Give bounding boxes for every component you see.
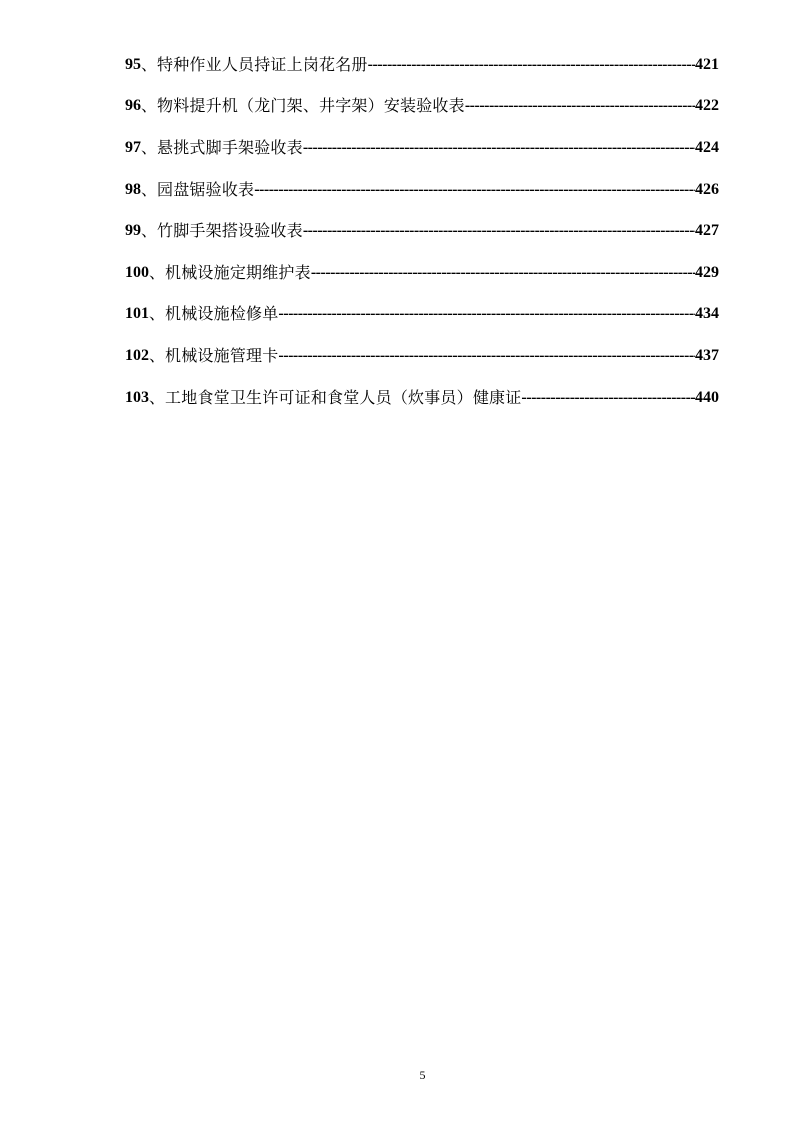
toc-entry-title: 工地食堂卫生许可证和食堂人员（炊事员）健康证: [165, 387, 522, 407]
toc-entry-number: 98: [125, 180, 141, 198]
toc-entry[interactable]: [0, 252, 793, 294]
toc-entry-number: 96: [125, 97, 141, 115]
toc-entry-title: 悬挑式脚手架验收表: [157, 137, 303, 157]
toc-entry-title: 园盘锯验收表: [157, 179, 255, 199]
toc-dot-leader: [521, 388, 695, 408]
table-of-contents: [0, 44, 793, 418]
toc-entry[interactable]: [0, 86, 793, 128]
toc-entry-page: 422: [695, 97, 719, 115]
toc-entry-separator: 、: [141, 179, 158, 199]
toc-dot-leader: [303, 138, 695, 158]
toc-entry-separator: 、: [141, 54, 158, 74]
toc-dot-leader: [278, 346, 695, 366]
toc-entry-title: 竹脚手架搭设验收表: [157, 221, 303, 241]
toc-entry-page: 440: [695, 388, 719, 406]
toc-entry-separator: 、: [141, 96, 158, 116]
toc-entry-number: 97: [125, 138, 141, 156]
toc-entry-page: 421: [695, 55, 719, 73]
toc-entry[interactable]: [0, 169, 793, 211]
toc-entry[interactable]: [0, 210, 793, 252]
toc-dot-leader: [254, 180, 695, 200]
toc-entry-separator: 、: [149, 262, 166, 282]
toc-entry-separator: 、: [149, 304, 166, 324]
toc-entry-title: 机械设施检修单: [165, 304, 279, 324]
toc-entry[interactable]: [0, 335, 793, 377]
toc-dot-leader: [311, 263, 695, 283]
toc-dot-leader: [303, 221, 695, 241]
toc-entry-title: 机械设施管理卡: [165, 345, 279, 365]
toc-entry-page: 424: [695, 138, 719, 156]
toc-entry[interactable]: [0, 294, 793, 336]
toc-entry-title: 机械设施定期维护表: [165, 262, 311, 282]
toc-entry-number: 100: [125, 263, 149, 281]
toc-entry-page: 426: [695, 180, 719, 198]
toc-entry-number: 101: [125, 305, 149, 323]
toc-entry[interactable]: [0, 377, 793, 419]
toc-entry-page: 427: [695, 222, 719, 240]
toc-entry-title: 物料提升机（龙门架、井字架）安装验收表: [157, 96, 465, 116]
toc-entry-separator: 、: [149, 387, 166, 407]
toc-entry-separator: 、: [141, 221, 158, 241]
toc-entry-number: 103: [125, 388, 149, 406]
page-number: 5: [419, 1068, 426, 1082]
toc-entry-page: 437: [695, 346, 719, 364]
toc-dot-leader: [368, 55, 695, 75]
toc-entry-number: 102: [125, 346, 149, 364]
toc-entry-separator: 、: [149, 345, 166, 365]
toc-dot-leader: [278, 304, 695, 324]
toc-dot-leader: [465, 96, 695, 116]
toc-entry-page: 429: [695, 263, 719, 281]
toc-entry[interactable]: [0, 127, 793, 169]
toc-entry[interactable]: [0, 44, 793, 86]
toc-entry-separator: 、: [141, 137, 158, 157]
toc-entry-number: 95: [125, 55, 141, 73]
toc-entry-page: 434: [695, 305, 719, 323]
toc-entry-title: 特种作业人员持证上岗花名册: [157, 54, 368, 74]
toc-entry-number: 99: [125, 222, 141, 240]
